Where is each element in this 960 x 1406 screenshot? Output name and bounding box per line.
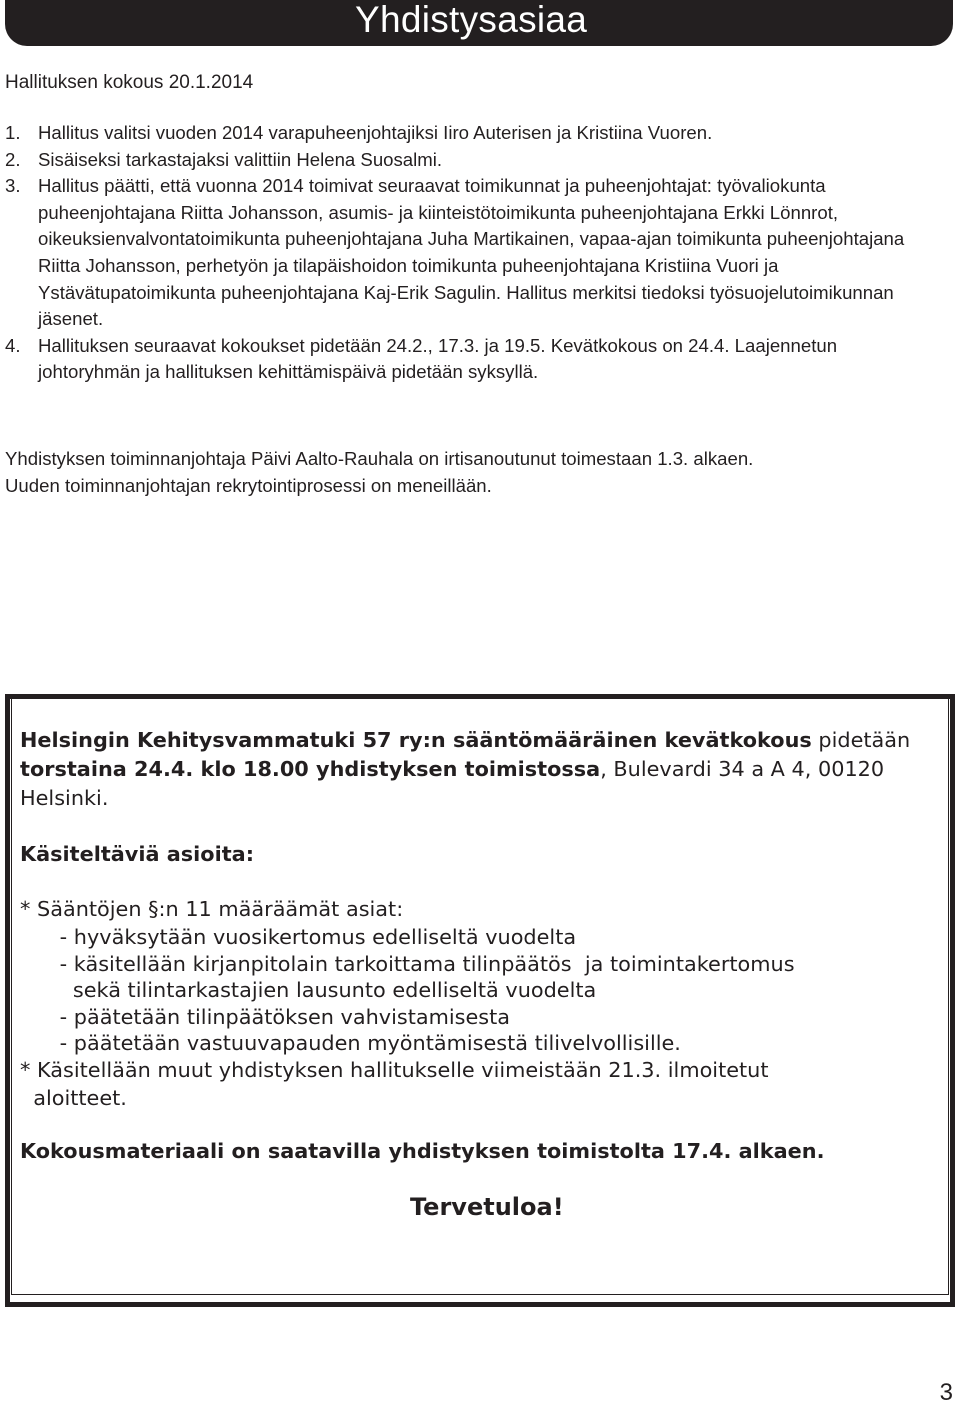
meeting-heading: Hallituksen kokous 20.1.2014 [5, 72, 254, 93]
agenda-line: * Käsitellään muut yhdistyksen hallitukselle viimeistään 21.3. ilmoitetut [20, 1058, 769, 1082]
list-item-text: Hallituksen seuraavat kokoukset pidetään 24.2., 17.3. ja 19.5. Kevätkokous on 24.4. Laajennetun johtoryhmän ja hallituksen kehittämispäivä pidetään syksyllä. [38, 334, 838, 383]
agenda-line: - hyväksytään vuosikertomus edelliseltä vuodelta [20, 925, 577, 949]
list-item-text: Hallitus päätti, että vuonna 2014 toimivat seuraavat toimikunnat ja puheenjohtajat: työvaliokunta puheenjohtajana Riitta Johansson, asumis- ja kiinteistötoimikunta puheenjohtajana Erkki Lönnrot, oikeuksienvalvontatoimikunta puheenjohtajana Juha Martikainen, vapaa-ajan toimikunta puheenjohtajana Riitta Johansson, perhetyön ja tilapäishoidon toimikunta puheenjohtajana Kristiina Vuori ja Ystävätupatoimikunta puheenjohtajana Kaj-Erik Sagulin. Hallitus merkitsi tiedoksi työsuojelutoimikunnan jäsenet. [38, 175, 905, 330]
list-item [5, 120, 935, 147]
list-item-text: Hallitus valitsi vuoden 2014 varapuheenjohtajiksi Iiro Auterisen ja Kristiina Vuoren. [38, 122, 713, 143]
meeting-minutes-list [5, 120, 935, 386]
agenda-list [20, 895, 945, 1112]
staff-notice-line: Uuden toiminnanjohtajan rekrytointiprosessi on meneillään. [5, 474, 492, 496]
list-item-number: 1. [5, 122, 21, 143]
staff-notice [5, 446, 945, 499]
agenda-line: aloitteet. [20, 1086, 127, 1110]
staff-notice-line: Yhdistyksen toiminnanjohtaja Päivi Aalto-Rauhala on irtisanoutunut toimestaan 1.3. alkaen. [5, 448, 754, 469]
list-item-number: 3. [5, 175, 21, 197]
agenda-line: - päätetään tilinpäätöksen vahvistamisesta [20, 1005, 511, 1029]
materials-note: Kokousmateriaali on saatavilla yhdistyksen toimistolta 17.4. alkaen. [20, 1139, 825, 1163]
agenda-line: - käsitellään kirjanpitolain tarkoittama tilinpäätös ja toimintakertomus [20, 952, 795, 976]
agenda-line: - päätetään vastuuvapauden myöntämisestä tilivelvollisille. [20, 1031, 681, 1055]
list-item [5, 333, 935, 386]
announcement-title: Helsingin Kehitysvammatuki 57 ry:n sääntömääräinen kevätkokous [20, 728, 812, 752]
welcome-text: Tervetuloa! [410, 1193, 564, 1221]
section-title: Yhdistysasiaa [355, 0, 588, 40]
agenda-line: * Sääntöjen §:n 11 määräämät asiat: [20, 897, 404, 921]
announcement-held-prefix: pidetään [818, 728, 911, 752]
list-item [5, 173, 935, 333]
section-header-bar [5, 0, 953, 46]
list-item [5, 147, 935, 174]
list-item-number: 4. [5, 334, 21, 356]
announcement-box [20, 726, 945, 1222]
announcement-held-when: torstaina 24.4. klo 18.00 yhdistyksen toimistossa [20, 757, 601, 781]
page-number: 3 [939, 1379, 953, 1406]
list-item-text: Sisäiseksi tarkastajaksi valittiin Helena Suosalmi. [38, 148, 443, 170]
announcement-held-where: , Bulevardi 34 a A 4, 00120 Helsinki. [20, 757, 885, 810]
agenda-line: sekä tilintarkastajien lausunto edelliseltä vuodelta [20, 978, 597, 1002]
list-item-number: 2. [5, 148, 21, 170]
announcement-intro [20, 726, 945, 813]
agenda-heading: Käsiteltäviä asioita: [20, 842, 255, 866]
